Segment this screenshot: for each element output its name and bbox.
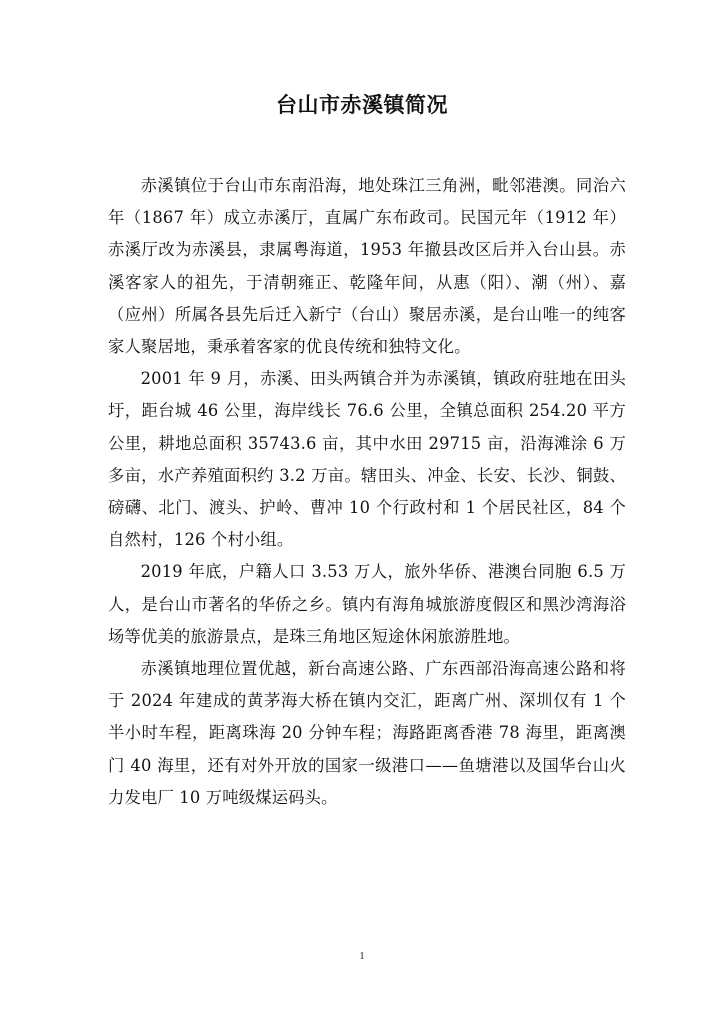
document-title: 台山市赤溪镇简况 xyxy=(276,92,448,117)
document-body xyxy=(108,170,626,814)
paragraph-overview: 赤溪镇位于台山市东南沿海，地处珠江三角洲，毗邻港澳。同治六年（1867 年）成立赤溪厅，直属广东布政司。民国元年（1912 年）赤溪厅改为赤溪县，隶属粤海道，1953 年撤县改区后并入台山县。赤溪客家人的祖先，于清朝雍正、乾隆年间，从惠（阳）、潮（州）、嘉（应州）所属各县先后迁入新宁（台山）聚居赤溪，是台山唯一的纯客家人聚居地，秉承着客家的优良传统和独特文化。 xyxy=(108,176,626,357)
page-number: 1 xyxy=(359,951,365,962)
paragraph-transport: 赤溪镇地理位置优越，新台高速公路、广东西部沿海高速公路和将于 2024 年建成的黄茅海大桥在镇内交汇，距离广州、深圳仅有 1 个半小时车程，距离珠海 20 分钟车程；海路距离香港 78 海里，距离澳门 40 海里，还有对外开放的国家一级港口——鱼塘港以及国华台山火力发电厂 10 万吨级煤运码头。 xyxy=(108,659,626,807)
paragraph-population: 2019 年底，户籍人口 3.53 万人，旅外华侨、港澳台同胞 6.5 万人，是台山市著名的华侨之乡。镇内有海角城旅游度假区和黑沙湾海浴场等优美的旅游景点，是珠三角地区短途休闲旅游胜地。 xyxy=(108,562,626,646)
paragraph-geography: 2001 年 9 月，赤溪、田头两镇合并为赤溪镇，镇政府驻地在田头圩，距台城 46 公里，海岸线长 76.6 公里，全镇总面积 254.20 平方公里，耕地总面积 35743.6 亩，其中水田 29715 亩，沿海滩涂 6 万多亩，水产养殖面积约 3.2 万亩。辖田头、冲金、长安、长沙、铜鼓、磅礴、北门、渡头、护岭、曹冲 10 个行政村和 1 个居民社区，84 个自然村，126 个村小组。 xyxy=(108,369,626,550)
